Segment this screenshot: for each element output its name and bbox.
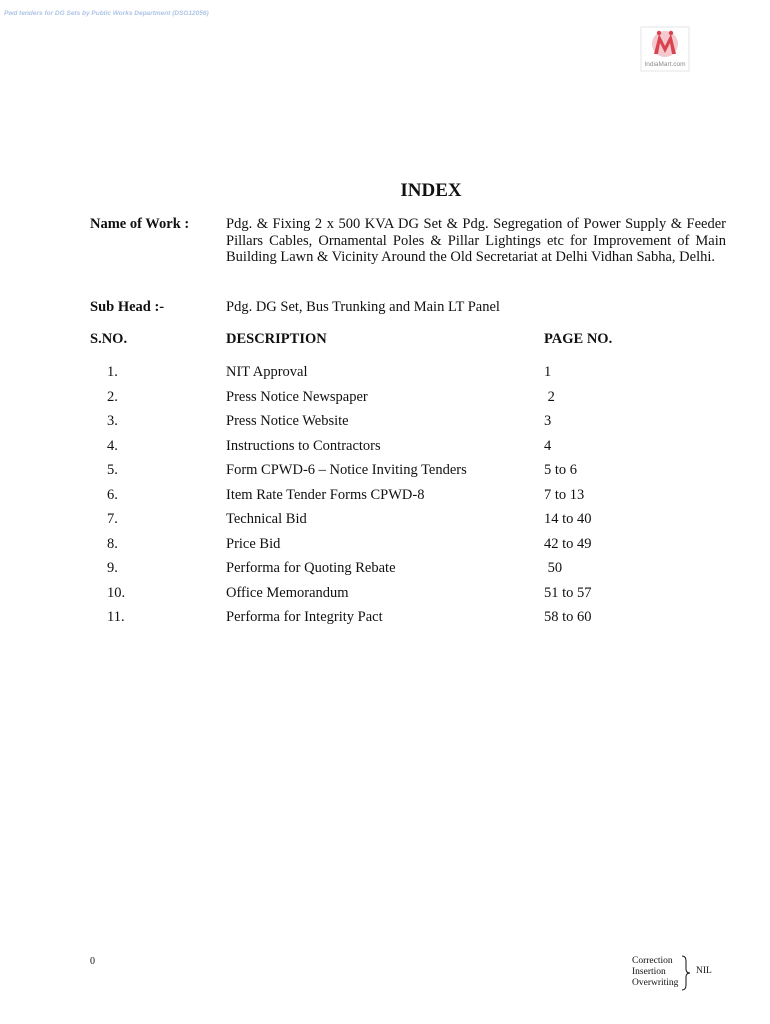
row-description: Technical Bid [226, 511, 307, 527]
column-header-sno: S.NO. [90, 331, 128, 347]
logo-caption: IndiaMart.com [644, 61, 686, 68]
nil-label: NIL [696, 966, 712, 976]
row-page: 50 [544, 560, 563, 576]
page-title: INDEX [400, 180, 462, 201]
row-sno: 8. [107, 535, 118, 552]
row-sno: 7. [107, 511, 118, 527]
row-sno: 4. [107, 437, 118, 454]
row-description: Office Memorandum [226, 584, 349, 601]
row-page: 14 to 40 [544, 511, 592, 527]
table-row [0, 609, 770, 629]
row-page: 2 [544, 388, 555, 405]
document-watermark: Pwd tenders for DG Sets by Public Works Department (DSG12056) [4, 10, 209, 17]
row-description: Performa for Quoting Rebate [226, 560, 396, 576]
table-row [0, 413, 770, 433]
curly-brace-icon [681, 955, 691, 991]
sub-head-label: Sub Head :- [90, 299, 165, 315]
table-row [0, 364, 770, 384]
table-row [0, 438, 770, 458]
page-number: 0 [90, 956, 95, 967]
row-page: 3 [544, 413, 552, 429]
row-sno: 5. [107, 462, 118, 478]
row-page: 51 to 57 [544, 584, 592, 601]
row-sno: 2. [107, 388, 118, 405]
overwriting-label: Overwriting [632, 978, 679, 988]
row-description: Form CPWD-6 – Notice Inviting Tenders [226, 462, 467, 478]
name-of-work-label: Name of Work : [90, 216, 190, 232]
table-row [0, 511, 770, 531]
correction-label: Correction [632, 956, 673, 966]
row-description: Instructions to Contractors [226, 437, 381, 454]
row-description: Item Rate Tender Forms CPWD-8 [226, 486, 425, 503]
table-row [0, 560, 770, 580]
row-sno: 10. [107, 584, 126, 601]
column-header-page: PAGE NO. [544, 331, 613, 347]
insertion-label: Insertion [632, 967, 666, 977]
row-description: Press Notice Website [226, 413, 349, 429]
table-row [0, 389, 770, 409]
row-sno: 6. [107, 486, 118, 503]
table-row [0, 585, 770, 605]
row-page: 1 [544, 364, 552, 380]
row-page: 7 to 13 [544, 486, 585, 503]
table-row [0, 462, 770, 482]
row-sno: 11. [107, 609, 125, 625]
row-page: 42 to 49 [544, 535, 592, 552]
row-sno: 9. [107, 560, 118, 576]
row-page: 58 to 60 [544, 609, 592, 625]
row-sno: 1. [107, 364, 118, 380]
correction-note [632, 956, 678, 989]
table-row [0, 487, 770, 507]
table-row [0, 536, 770, 556]
row-sno: 3. [107, 413, 118, 429]
column-header-description: DESCRIPTION [226, 331, 327, 347]
row-description: Performa for Integrity Pact [226, 609, 383, 625]
row-description: Price Bid [226, 535, 281, 552]
row-page: 5 to 6 [544, 462, 578, 478]
name-of-work-value: Pdg. & Fixing 2 x 500 KVA DG Set & Pdg. Segregation of Power Supply & Feeder Pillars Cables, Ornamental Poles & Pillar Lightings etc for Improvement of Main Building Lawn & Vicinity Around the Old Secretariat at Delhi Vidhan Sabha, Delhi. [226, 216, 726, 266]
row-description: NIT Approval [226, 364, 308, 380]
row-description: Press Notice Newspaper [226, 388, 368, 405]
row-page: 4 [544, 437, 552, 454]
sub-head-value: Pdg. DG Set, Bus Trunking and Main LT Panel [226, 299, 500, 315]
